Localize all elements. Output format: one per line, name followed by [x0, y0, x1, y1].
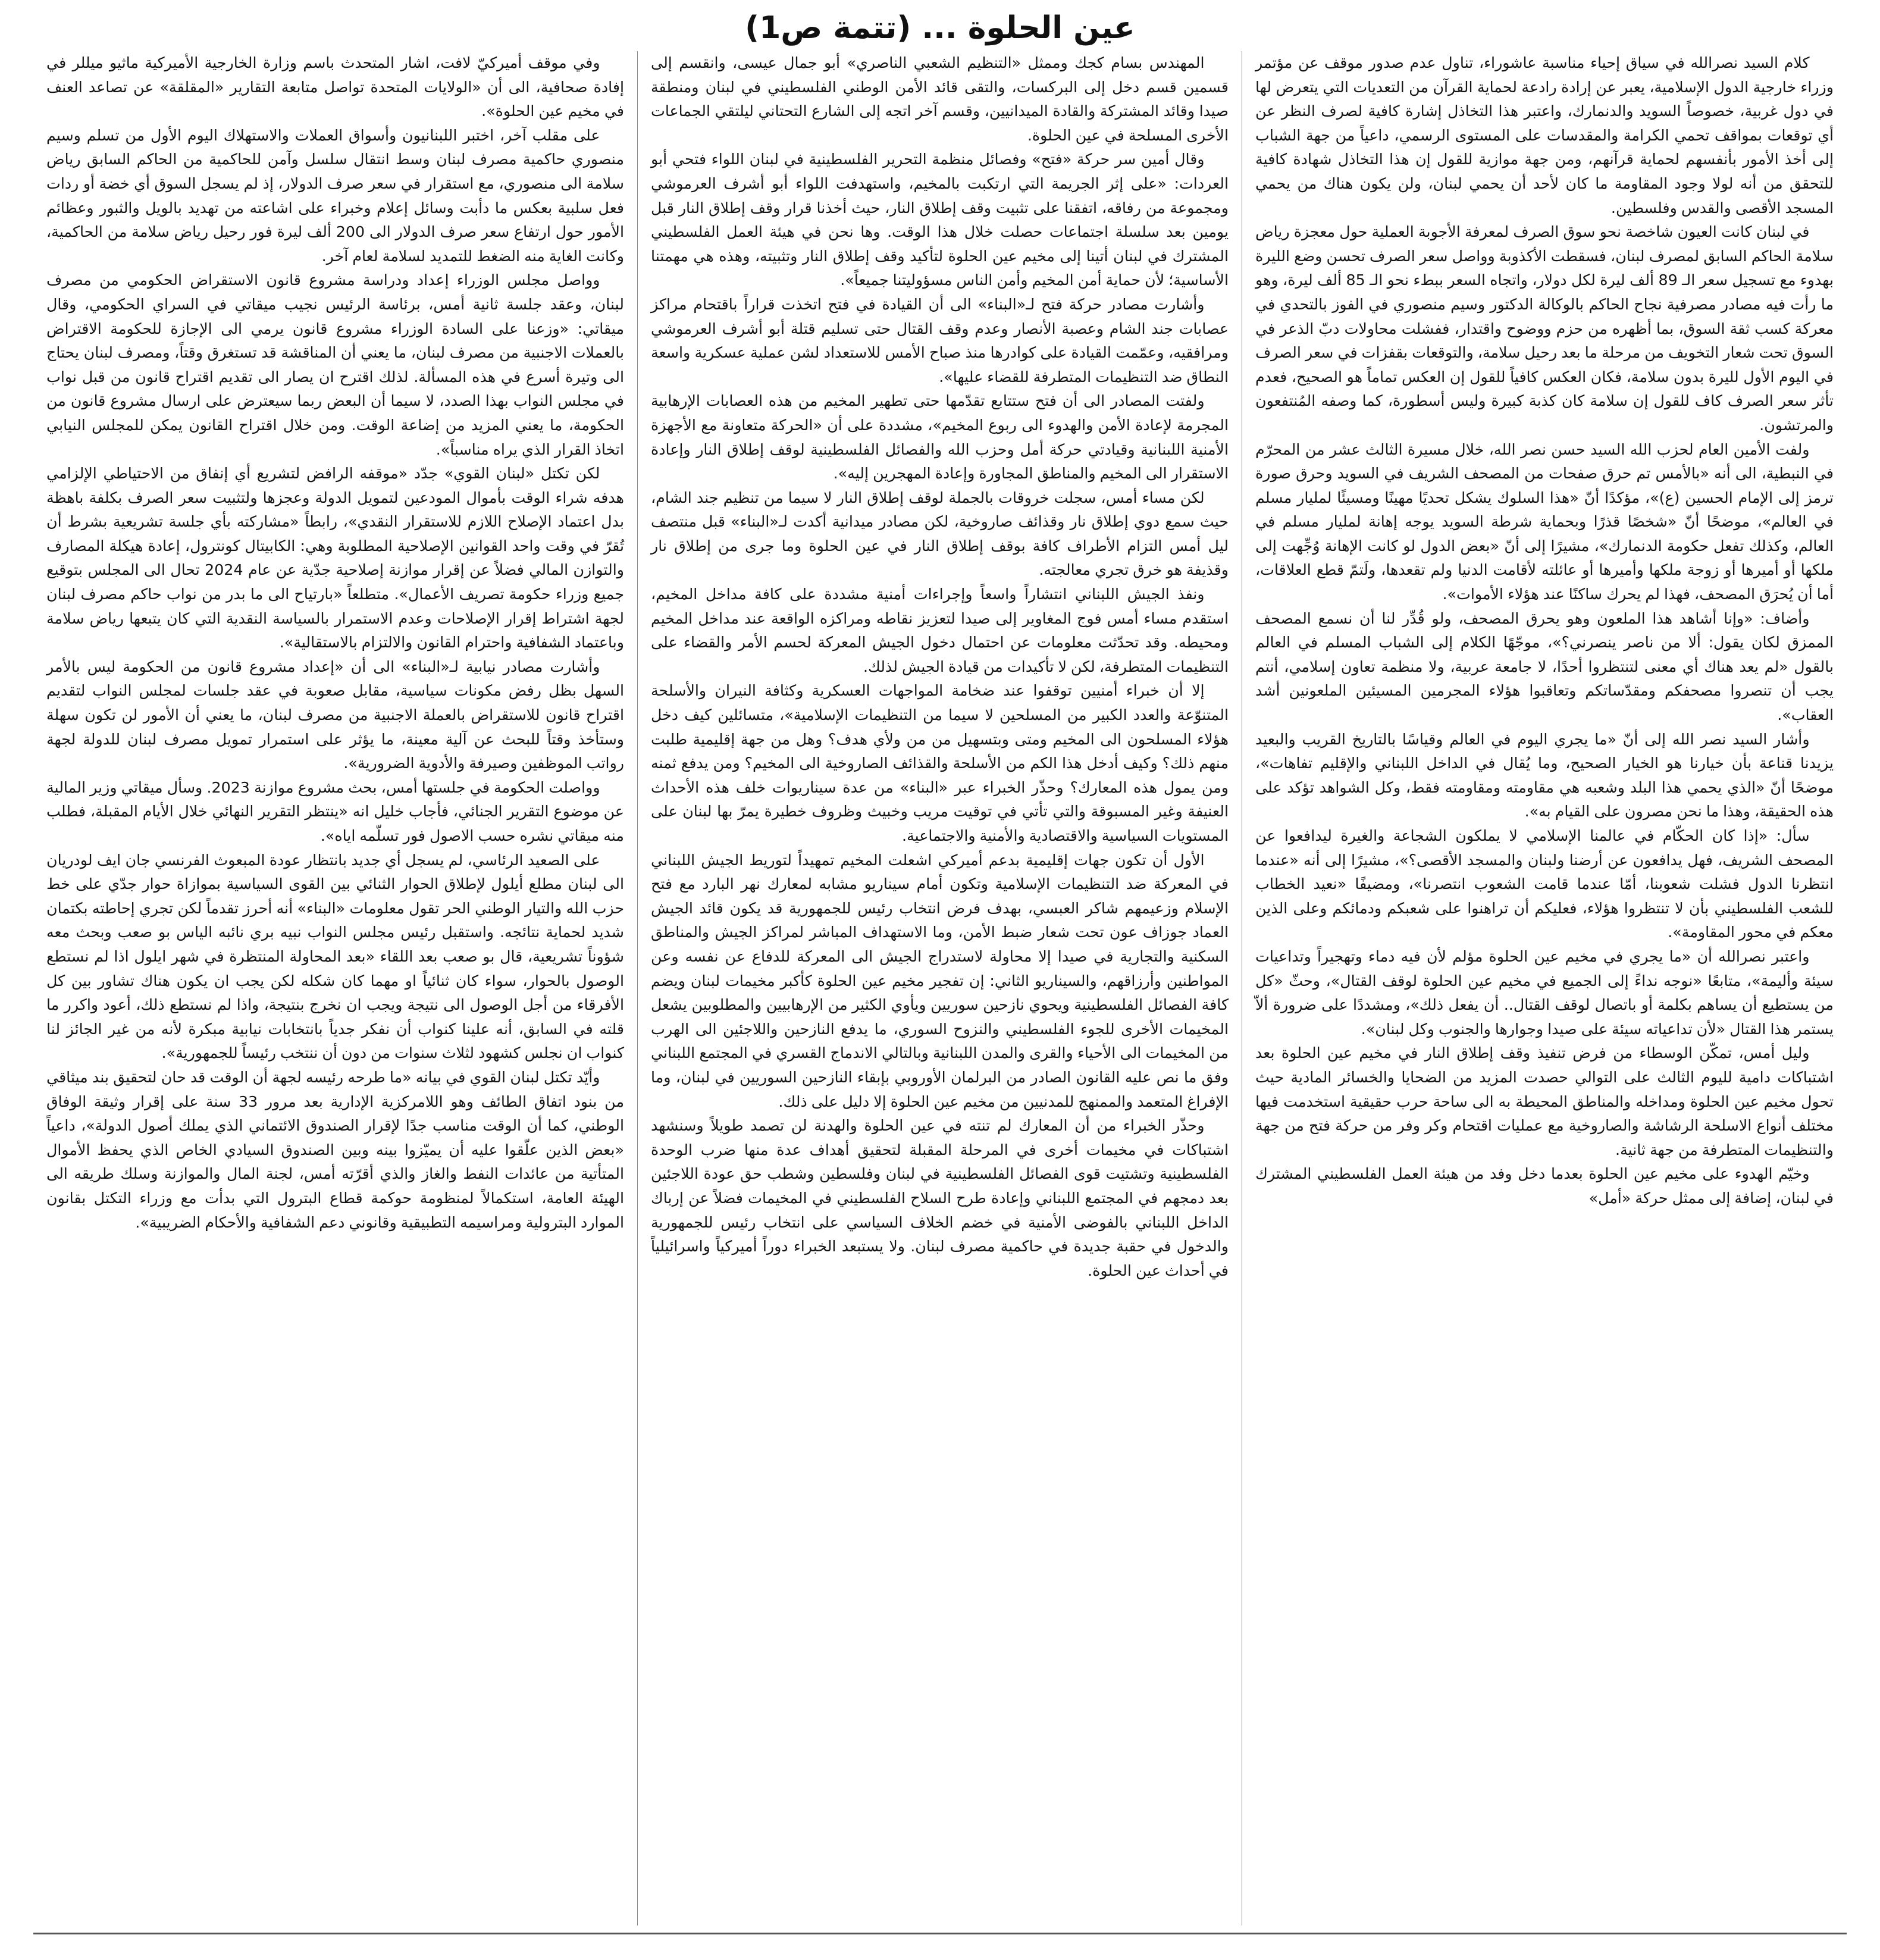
article-paragraph: كلام السيد نصرالله في سياق إحياء مناسبة عاشوراء، تناول عدم صدور موقف عن مؤتمر وزراء خارجية الدول الإسلامية، يعبر عن إرادة رادعة لحماية القرآن من التعديات التي يتعرض لها في دول غربية، خصوصاً السويد والدنمارك، واعتبر هذا التخاذل إشارة كافية لصرف النظر عن أي توقعات بمواقف تحمي الكرامة والمقدسات على المستوى الرسمي، داعياً من جهة الشباب إلى أخذ الأمور بأنفسهم لحماية قرآنهم، ومن جهة موازية للقول إن هذا التخاذل شهادة كافية للتحقق من أنه لولا وجود المقاومة ما كان لأحد أن يحمي لبنان، ولن يكون هناك من يحمي المسجد الأقصى والقدس وفلسطين.: [1255, 54, 1834, 217]
article-paragraph: وأشارت مصادر حركة فتح لـ«البناء» الى أن القيادة في فتح اتخذت قراراً باقتحام مراكز عصابات جند الشام وعصبة الأنصار وعدم وقف القتال حتى تسليم قتلة أبو أشرف العرموشي ومرافقيه، وعمّمت القيادة على كوادرها منذ صباح الأمس للاستعداد لشن عملية عسكرية واسعة النطاق ضد التنظيمات المتطرفة للقضاء عليها».: [651, 295, 1229, 386]
column-middle: [638, 51, 1242, 1925]
page-headline: عين الحلوة ... (تتمة ص1): [745, 10, 1135, 46]
article-paragraph: وأشارت مصادر نيابية لـ«البناء» الى أن «إعداد مشروع قانون من الحكومة ليس بالأمر السهل بظل رفض مكونات سياسية، مقابل صعوبة في عقد جلسات لمجلس النواب لتقديم اقتراح قانون للاستقراض بالعملة الاجنبية من مصرف لبنان، ما يعني أن الأمور لن تكون سهلة وستأخذ وقتاً للبحث عن آلية معينة، ما يؤثر على استمرار تمويل مصرف لبنان للدولة لجهة رواتب الموظفين وصيرفة والأدوية الضرورية».: [46, 657, 624, 772]
column-left: [33, 51, 638, 1925]
article-paragraph: واعتبر نصرالله أن «ما يجري في مخيم عين الحلوة مؤلم لأن فيه دماء وتهجيراً وتداعيات سيئة وأليمة»، متابعًا «نوجه نداءً إلى الجميع في مخيم عين الحلوة لوقف القتال»، وحثّ «كل من يستطيع أن يساهم بكلمة أو باتصال لوقف القتال.. أن يفعل ذلك»، ومشددًا على ضرورة ألاّ يستمر هذا القتال «لأن تداعياته سيئة على صيدا وجوارها والجنوب وكل لبنان».: [1255, 947, 1834, 1038]
article-paragraph: وأيّد تكتل لبنان القوي في بيانه «ما طرحه رئيسه لجهة أن الوقت قد حان لتحقيق بند ميثاقي من بنود اتفاق الطائف وهو اللامركزية الإدارية بعد مرور 33 سنة على إقرار وثيقة الوفاق الوطني، كما أن الوقت مناسب جدًا لإقرار الصندوق الائتماني الذي يملك أصول الدولة»، داعياً «بعض الذين علّقوا عليه أن يميّزوا بينه وبين الصندوق السيادي الخاص الذي يحفظ الأموال المتأتية من عائدات النفط والغاز والذي أقرّته أمس، لجنة المال والموازنة وسلك طريقه الى الهيئة العامة، استكمالاً لمنظومة حوكمة قطاع البترول التي بدأت مع وزراء التكتل بقانون الموارد البترولية ومراسيمه التطبيقية وقانوني دعم الشفافية والأحكام الضريبية».: [46, 1068, 624, 1231]
article-paragraph: وأشار السيد نصر الله إلى أنّ «ما يجري اليوم في العالم وقياسًا بالتاريخ القريب والبعيد يزيدنا قناعة بأن خيارنا هو الخيار الصحيح، وما يُقال في الداخل اللبناني والإقليم تفاهات»، موضحًا أنّ «الذي يحمي هذا البلد وشعبه هي مقاومته ومقاومته فقط، وكل الشواهد تؤكد على هذه الحقيقة، وهذا ما نحن مصرون على القيام به».: [1255, 730, 1834, 821]
column-right: [1242, 51, 1847, 1925]
article-paragraph: وحذّر الخبراء من أن المعارك لم تنته في عين الحلوة والهدنة لن تصمد طويلاً وسنشهد اشتباكات في مخيمات أخرى في المرحلة المقبلة لتحقيق أهداف عدة منها ضرب الوحدة الفلسطينية وتشتيت قوى الفصائل الفلسطينية في لبنان وفلسطين وشطب حق عودة اللاجئين بعد دمجهم في المجتمع اللبناني وإعادة طرح السلاح الفلسطيني في المخيمات فضلاً عن إرباك الداخل اللبناني بالفوضى الأمنية في خضم الخلاف السياسي على انتخاب رئيس للجمهورية والدخول في حقبة جديدة في حاكمية مصرف لبنان. ولا يستبعد الخبراء دوراً أميركياً واسرائيلياً في أحداث عين الحلوة.: [651, 1117, 1229, 1279]
article-paragraph: وأضاف: «وإنا أشاهد هذا الملعون وهو يحرق المصحف، ولو قُدِّر لنا أن نسمع المصحف الممزق لكان يقول: ألا من ناصر ينصرني؟»، موجّهًا الكلام إلى الشباب المسلم في العالم بالقول «لم يعد هناك أي معنى لتنتظروا أحدًا، لا جامعة عربية، ولا منظمة تعاون إسلامي، أنتم يجب أن تنصروا مصحفكم ومقدّساتكم وتعاقبوا هؤلاء المجرمين المسيئين الملعونين أشد العقاب».: [1255, 609, 1834, 724]
article-paragraph: سأل: «إذا كان الحكّام في عالمنا الإسلامي لا يملكون الشجاعة والغيرة ليدافعوا عن المصحف الشريف، فهل يدافعون عن أرضنا ولبنان والمسجد الأقصى؟»، مشيرًا إلى أنه «عندما انتظرنا الدول فشلت شعوبنا، أمّا عندما قامت الشعوب انتصرنا»، ومضيفًا «نعيد الخطاب للشعب الفلسطيني بأن لا تنتظروا هؤلاء، فعليكم أن تراهنوا على شعبكم ودمائكم وعلى الذين معكم في محور المقاومة».: [1255, 827, 1834, 941]
article-paragraph: ولفتت المصادر الى أن فتح ستتابع تقدّمها حتى تطهير المخيم من هذه العصابات الإرهابية المجرمة لإعادة الأمن والهدوء الى ربوع المخيم»، مشددة على أن «الحركة متعاونة مع الأجهزة الأمنية اللبنانية وقيادتي حركة أمل وحزب الله والفصائل الفلسطينية لوقف إطلاق النار وإعادة الاستقرار الى المخيم والمناطق المجاورة وإعادة المهجرين إليه».: [651, 392, 1229, 483]
bottom-divider: [33, 1933, 1847, 1934]
article-paragraph: المهندس بسام كجك وممثل «التنظيم الشعبي الناصري» أبو جمال عيسى، وانقسم إلى قسمين قسم دخل إلى البركسات، والتقى قائد الأمن الوطني الفلسطيني في لبنان ومنطقة صيدا وقائد المشتركة والقادة الميدانيين، وقسم آخر اتجه إلى الشارع التحتاني ليلتقي الجماعات الأخرى المسلحة في عين الحلوة.: [651, 54, 1229, 144]
article-columns: [33, 51, 1847, 1925]
article-paragraph: وقال أمين سر حركة «فتح» وفصائل منظمة التحرير الفلسطينية في لبنان اللواء فتحي أبو العردات: «على إثر الجريمة التي ارتكبت بالمخيم، واستهدفت اللواء أبو أشرف العرموشي ومجموعة من رفاقه، اتفقنا على تثبيت وقف إطلاق النار، حيث أخذنا قرار وقف إطلاق النار قبل يومين بعد سلسلة اجتماعات حصلت خلال هذا الوقت. وها نحن في هيئة العمل الفلسطيني المشترك في لبنان أتينا إلى مخيم عين الحلوة لتأكيد وقف إطلاق النار وتثبيته، وهذه هي مهمتنا الأساسية؛ لأن حماية أمن المخيم وأمن الناس مسؤوليتنا جميعاً».: [651, 151, 1229, 289]
article-paragraph: في لبنان كانت العيون شاخصة نحو سوق الصرف لمعرفة الأجوبة العملية حول معجزة رياض سلامة الحاكم السابق لمصرف لبنان، فسقطت الأكذوبة وواصل سعر الصرف تحسن وضع الليرة بهدوء مع تسجيل سعر الـ 89 ألف ليرة لكل دولار، واتجاه السعر ببطء نحو الـ 85 ألف ليرة، وهو ما رأت فيه مصادر مصرفية نجاح الحاكم بالوكالة الدكتور وسيم منصوري في الفوز بالتحدي في معركة كسب ثقة السوق، بما أظهره من حزم ووضوح واقتدار، ففشلت محاولات دبّ الذعر في السوق تحت شعار التخويف من مرحلة ما بعد رحيل سلامة، والتوقعات بقفزات في سعر الصرف في اليوم الأول لليرة بدون سلامة، فكان العكس كافياً للقول إن العكس تماماً هو الصحيح، فعدم تأثر سعر الصرف كاف للقول إن سلامة كان كذبة كبيرة وليس أسطورة، كما وصفه المُنتفعون والمرتشون.: [1255, 223, 1834, 434]
article-paragraph: ونفذ الجيش اللبناني انتشاراً واسعاً وإجراءات أمنية مشددة على كافة مداخل المخيم، استقدم مساء أمس فوج المغاوير إلى صيدا لتعزيز نقاطه ومراكزه الواقعة عند مداخل المخيم ومحيطه. وقد تحدّثت معلومات عن احتمال دخول الجيش المعركة لحسم الأمر والقضاء على التنظيمات المتطرفة، لكن لا تأكيدات من قيادة الجيش لذلك.: [651, 586, 1229, 675]
article-paragraph: على الصعيد الرئاسي، لم يسجل أي جديد بانتظار عودة المبعوث الفرنسي جان ايف لودريان الى لبنان مطلع أيلول لإطلاق الحوار الثنائي بين القوى السياسية بموازاة حوار جدّي على خط حزب الله والتيار الوطني الحر تقول معلومات «البناء» أنه أحرز تقدماً لكن تجري إحاطته بكتمان شديد لحماية نتائجه. واستقبل رئيس مجلس النواب نبيه بري نائبه الياس بو صعب وبحث معه شؤوناً تشريعية، قال بو صعب بعد اللقاء «بعد المحاولة المنتظرة في شهر ايلول اذا لم نستطع الوصول بالحوار، سواء كان ثنائياً او مهما كان شكله لكن يجب ان يكون هناك تشاور بين كل الأفرقاء من أجل الوصول الى نتيجة ويجب ان نخرج بنتيجة، واذا لم نستطع ذلك، أعود واكرر ما قلته في السابق، أنه علينا كنواب أن نفكر جدياً بانتخابات نيابية مبكرة لأنه من غير الجائز لنا كنواب ان نجلس كشهود لثلاث سنوات من دون أن ننتخب رئيساً للجمهورية».: [46, 851, 624, 1062]
article-paragraph: وفي موقف أميركيّ لافت، اشار المتحدث باسم وزارة الخارجية الأميركية ماثيو ميللر في إفادة صحافية، الى أن «الولايات المتحدة تواصل متابعة التقارير «المقلقة» عن تصاعد العنف في مخيم عين الحلوة».: [46, 54, 624, 120]
article-paragraph: الأول أن تكون جهات إقليمية بدعم أميركي اشعلت المخيم تمهيداً لتوريط الجيش اللبناني في المعركة ضد التنظيمات الإسلامية وتكون أمام سيناريو مشابه لمعارك نهر البارد مع فتح الإسلام وزعيمهم شاكر العبسي، بهدف فرض انتخاب رئيس للجمهورية قد يكون قائد الجيش العماد جوزاف عون تحت شعار ضبط الأمن، وما الاستهداف المباشر لمراكز الجيش والمناطق السكنية والتجارية في صيدا إلا محاولة لاستدراج الجيش الى المعركة للدفاع عن نفسه وعن المواطنين وأرزاقهم، والسيناريو الثاني: إن تفجير مخيم عين الحلوة كأكبر مخيمات لبنان ويضم كافة الفصائل الفلسطينية ويحوي نازحين سوريين ويأوي الكثير من الإرهابيين والمطلوبين يشعل المخيمات الأخرى للجوء الفلسطيني والنزوح السوري، ما يدفع النازحين واللاجئين الى الهرب من المخيمات الى الأحياء والقرى والمدن اللبنانية وبالتالي الاندماج القسري في المجتمع اللبناني وفق ما نص عليه القانون الصادر من البرلمان الأوروبي بإبقاء النازحين السوريين في لبنان، وما الإفراغ المتعمد والممنهج للمدنيين من مخيم عين الحلوة إلا دليل على ذلك.: [651, 851, 1229, 1110]
article-paragraph: وليل أمس، تمكّن الوسطاء من فرض تنفيذ وقف إطلاق النار في مخيم عين الحلوة بعد اشتباكات دامية لليوم الثالث على التوالي حصدت المزيد من الضحايا والخسائر المادية حيث تحول مخيم عين الحلوة ومداخله والمناطق المحيطة به الى ساحة حرب حقيقية استخدمت فيها مختلف أنواع الاسلحة الرشاشة والصاروخية مع عمليات اقتحام وكر وفر من حركة فتح من جهة والتنظيمات المتطرفة من جهة ثانية.: [1255, 1044, 1834, 1159]
article-paragraph: على مقلب آخر، اختبر اللبنانيون وأسواق العملات والاستهلاك اليوم الأول من تسلم وسيم منصوري حاكمية مصرف لبنان وسط انتقال سلسل وآمن للحاكمية من الحاكم السابق رياض سلامة الى منصوري، مع استقرار في سعر صرف الدولار، إذ لم يسجل السوق أي خضة أو ردات فعل سلبية بعكس ما دأبت وسائل إعلام وخبراء على اشاعته من تهديد بالويل والثبور وعظائم الأمور حول ارتفاع سعر صرف الدولار الى 200 ألف ليرة فور رحيل رياض سلامة من الحاكمية، وكانت الغاية منه الضغط للتمديد لسلامة لعام آخر.: [46, 126, 624, 265]
article-paragraph: لكن مساء أمس، سجلت خروقات بالجملة لوقف إطلاق النار لا سيما من تنظيم جند الشام، حيث سمع دوي إطلاق نار وقذائف صاروخية، لكن مصادر ميدانية أكدت لـ«البناء» قبل منتصف ليل أمس التزام الأطراف كافة بوقف إطلاق النار في عين الحلوة وما جرى من إطلاق نار وقذيفة هو خرق تجري معالجته.: [651, 489, 1229, 579]
article-paragraph: ولفت الأمين العام لحزب الله السيد حسن نصر الله، خلال مسيرة الثالث عشر من المحرّم في النبطية، الى أنه «بالأمس تم حرق صفحات من المصحف الشريف في السويد وحرق صورة ترمز إلى الإمام الحسين (ع)»، مؤكدًا أنّ «هذا السلوك يشكل تحديًا مهينًا ومسيئًا لمليار مسلم في العالم»، موضحًا أنّ «شخصًا قذرًا وبحماية شرطة السويد يوجه إهانة لمليار مسلم في العالم، وكذلك تفعل حكومة الدنمارك»، مشيرًا إلى أنّ «بعض الدول لو كانت الإهانة وُجِّهت إلى ملكها أو أميرها أو زوجة ملكها وأميرها أو عائلته لأقامت الدنيا ولم تقعدها، ولَتمّ قطع العلاقات، أما أن يُحرَق المصحف، فهذا لم يحرك ساكنًا عند هؤلاء الأموات».: [1255, 440, 1834, 603]
article-paragraph: إلا أن خبراء أمنيين توقفوا عند ضخامة المواجهات العسكرية وكثافة النيران والأسلحة المتنوّعة والعدد الكبير من المسلحين لا سيما من التنظيمات الإسلامية»، متسائلين كيف دخل هؤلاء المسلحون الى المخيم ومتى وبتسهيل من من ولأي هدف؟ وهل من جهة إقليمية طلبت منهم ذلك؟ وكيف أدخل هذا الكم من الأسلحة والقذائف الصاروخية الى المخيم؟ ومن يدفع ثمنه ومن يمول هذه المعارك؟ وحذّر الخبراء عبر «البناء» من عدة سيناريوات خلف هذه الأحداث العنيفة وغير المسبوقة والتي تأتي في توقيت مريب وخبيث وظروف خطيرة يمرّ بها لبنان على المستويات السياسية والاقتصادية والأمنية والاجتماعية.: [651, 682, 1229, 844]
article-paragraph: وخيّم الهدوء على مخيم عين الحلوة بعدما دخل وفد من هيئة العمل الفلسطيني المشترك في لبنان، إضافة إلى ممثل حركة «أمل»: [1255, 1165, 1834, 1207]
article-paragraph: وواصل مجلس الوزراء إعداد ودراسة مشروع قانون الاستقراض الحكومي من مصرف لبنان، وعقد جلسة ثانية أمس، برئاسة الرئيس نجيب ميقاتي في السراي الحكومي، وقال ميقاتي: «وزعنا على السادة الوزراء مشروع قانون يرمي الى الإجازة للحكومة الاقتراض بالعملات الاجنبية من مصرف لبنان، ما يعني أن المناقشة قد تستغرق وقتاً، ومصرف لبنان يحتاج الى وتيرة أسرع في هذه المسألة. لذلك اقترح ان يصار الى تقديم اقتراح قانون من قبل نواب في مجلس النواب بهذا الصدد، لا سيما أن البعض ربما سيعترض على ارسال مشروع قانون من الحكومة، ما يعني المزيد من إضاعة الوقت. ومن خلال اقتراح القانون يمكن للمجلس النيابي اتخاذ القرار الذي يراه مناسباً».: [46, 271, 624, 458]
article-paragraph: لكن تكتل «لبنان القوي» جدّد «موقفه الرافض لتشريع أي إنفاق من الاحتياطي الإلزامي هدفه شراء الوقت بأموال المودعين لتمويل الدولة وعجزها ولتثبيت سعر الصرف بكلفة باهظة بدل اعتماد الإصلاح اللازم للاستقرار النقدي»، رابطاً «مشاركته بأي جلسة تشريعية بشرط أن تُقرّ في وقت واحد القوانين الإصلاحية المطلوبة وهي: الكابيتال كونترول، إعادة هيكلة المصارف والتوازن المالي فضلاً عن إقرار موازنة إصلاحية جدّية عن عام 2024 تحال الى المجلس بتوقيع جميع وزراء حكومة تصريف الأعمال». متطلعاً «بارتياح الى ما بدر من نواب حاكم مصرف لبنان لجهة اشتراط إقرار الإصلاحات وعدم الاستمرار بالسياسة النقدية التي كان يتبعها رياض سلامة وباعتماد الشفافية واحترام القانون والالتزام بالاستقالية».: [46, 465, 624, 652]
article-paragraph: وواصلت الحكومة في جلستها أمس، بحث مشروع موازنة 2023. وسأل ميقاتي وزير المالية عن موضوع التقرير الجنائي، فأجاب خليل انه «ينتظر التقرير النهائي خلال الأيام المقبلة، فطلب منه ميقاتي نشره حسب الاصول فور تسلّمه اياه».: [46, 778, 624, 844]
